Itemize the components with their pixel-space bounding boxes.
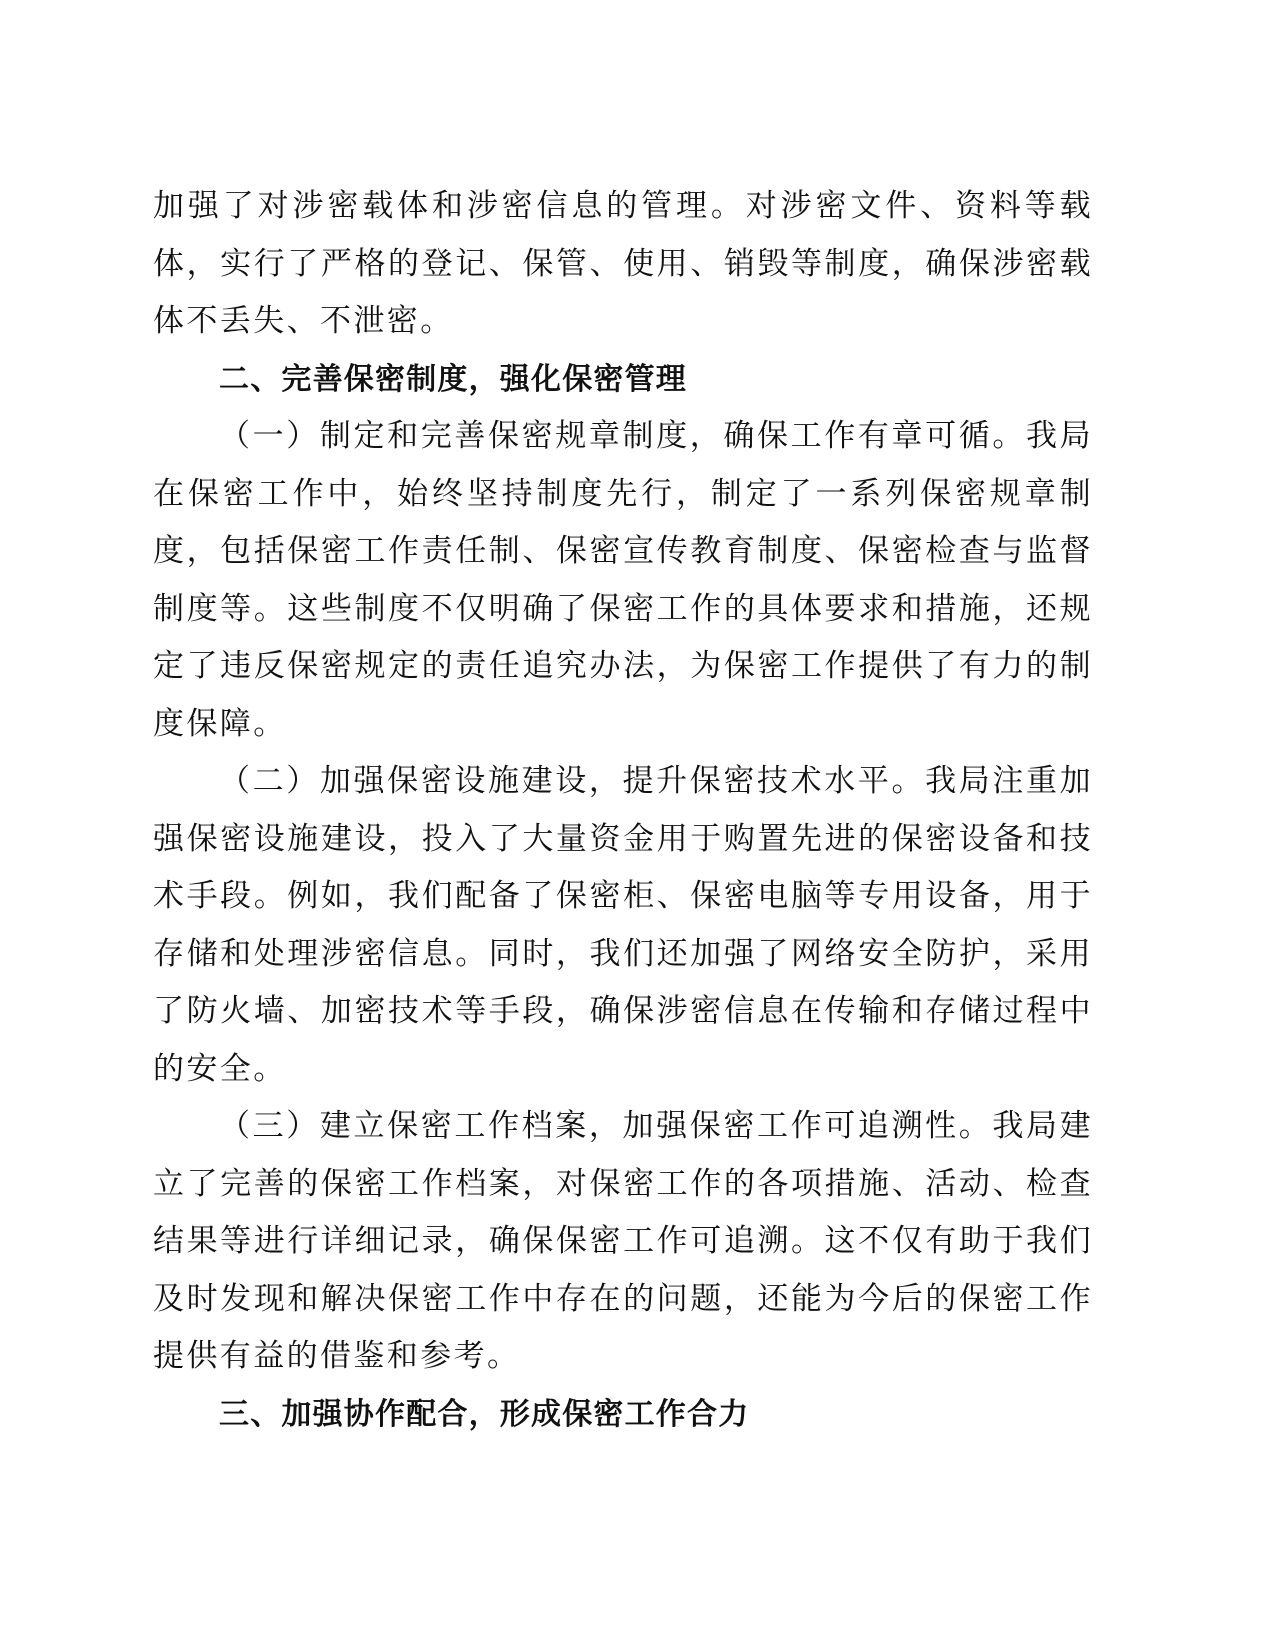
document-body [153, 178, 1093, 1443]
section-heading-2: 二、完善保密制度，强化保密管理 [219, 361, 687, 397]
paragraph-continued: 加强了对涉密载体和涉密信息的管理。对涉密文件、资料等载体，实行了严格的登记、保管、使用、销毁等制度，确保涉密载体不丢失、不泄密。 [153, 188, 1093, 339]
paragraph-subsection-3: （三）建立保密工作档案，加强保密工作可追溯性。我局建立了完善的保密工作档案，对保密工作的各项措施、活动、检查结果等进行详细记录，确保保密工作可追溯。这不仅有助于我们及时发现和解决保密工作中存在的问题，还能为今后的保密工作提供有益的借鉴和参考。 [153, 1108, 1093, 1374]
paragraph-subsection-2: （二）加强保密设施建设，提升保密技术水平。我局注重加强保密设施建设，投入了大量资金用于购置先进的保密设备和技术手段。例如，我们配备了保密柜、保密电脑等专用设备，用于存储和处理涉密信息。同时，我们还加强了网络安全防护，采用了防火墙、加密技术等手段，确保涉密信息在传输和存储过程中的安全。 [153, 763, 1093, 1087]
section-heading-3: 三、加强协作配合，形成保密工作合力 [219, 1396, 750, 1432]
paragraph-subsection-1: （一）制定和完善保密规章制度，确保工作有章可循。我局在保密工作中，始终坚持制度先行，制定了一系列保密规章制度，包括保密工作责任制、保密宣传教育制度、保密检查与监督制度等。这些制度不仅明确了保密工作的具体要求和措施，还规定了违反保密规定的责任追究办法，为保密工作提供了有力的制度保障。 [153, 418, 1093, 742]
